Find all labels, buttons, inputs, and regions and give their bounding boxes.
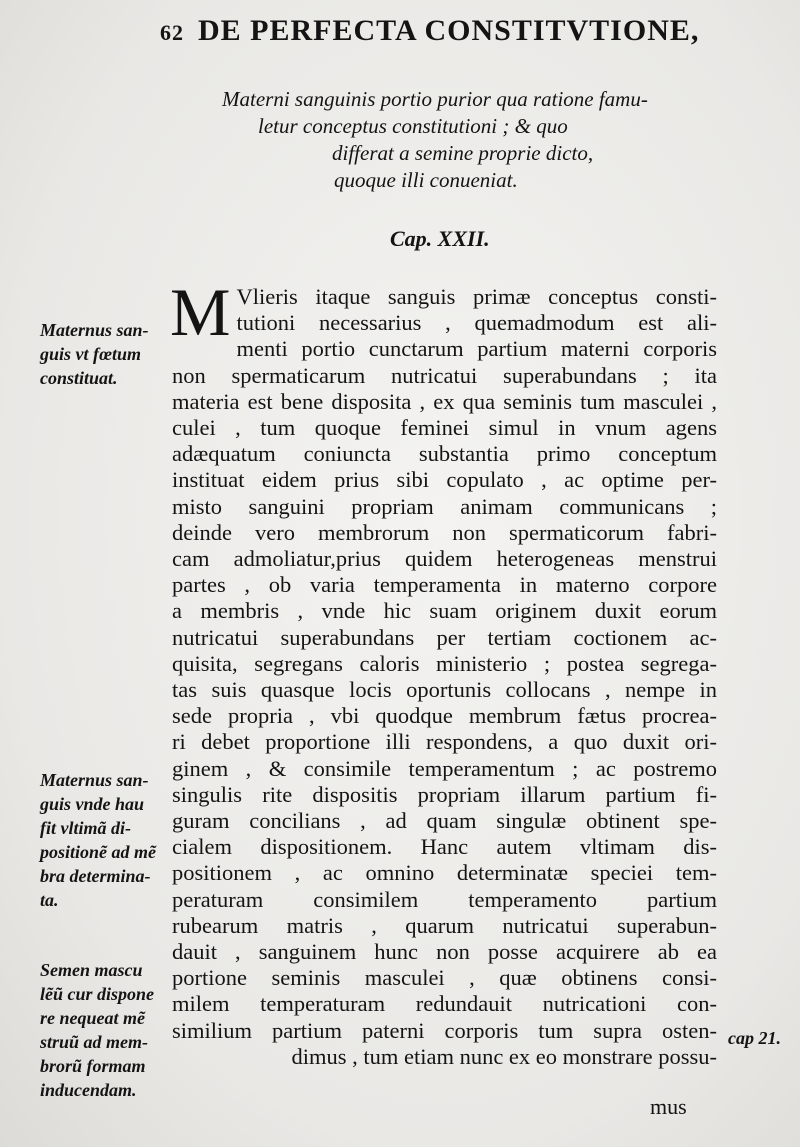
drop-capital: M xyxy=(170,274,231,350)
text-line: peraturam consimilem temperamento partium xyxy=(172,886,717,912)
margin-note xyxy=(40,958,170,1102)
text-line: partes , ob varia temperamenta in materno corpore xyxy=(172,572,717,598)
page-number: 62 xyxy=(160,20,184,45)
margin-note-line: ta. xyxy=(40,890,59,910)
summary-line: quoque illi conueniat. xyxy=(334,168,518,192)
margin-note xyxy=(40,768,170,912)
margin-note-line: brorũ formam xyxy=(40,1056,146,1076)
text-line: rubearum matris , quarum nutricatui superabun- xyxy=(172,912,717,938)
margin-note-line: guis vnde hau xyxy=(40,794,145,814)
text-line: sede propria , vbi quodque membrum fætus procrea- xyxy=(172,703,717,729)
text-line: menti portio cunctarum partium materni corporis xyxy=(236,336,717,362)
text-line: a membris , vnde hic suam originem duxit eorum xyxy=(172,598,717,624)
margin-note-line: fit vltimã di- xyxy=(40,818,131,838)
text-line: quisita, segregans caloris ministerio ; postea segrega- xyxy=(172,650,717,676)
margin-reference: cap 21. xyxy=(728,1028,781,1048)
text-line: ginem , & consimile temperamentum ; ac postremo xyxy=(172,755,717,781)
chapter-heading: Cap. XXII. xyxy=(390,226,490,251)
text-line: dauit , sanguinem hunc non posse acquirere ab ea xyxy=(172,939,717,965)
margin-note-line: inducendam. xyxy=(40,1080,137,1100)
text-line: Vlieris itaque sanguis primæ conceptus consti- xyxy=(236,284,717,309)
running-title: DE PERFECTA CONSTITVTIONE, xyxy=(198,14,700,47)
text-line: adæquatum coniuncta substantia primo conceptum xyxy=(172,441,717,467)
text-line: dimus , tum etiam nunc ex eo monstrare possu- xyxy=(291,1043,717,1069)
text-line: cialem dispositionem. Hanc autem vltimam dis- xyxy=(172,834,717,860)
text-line: instituat eidem prius sibi copulato , ac optime per- xyxy=(172,467,717,493)
text-line: portione seminis masculei , quæ obtinens consi- xyxy=(172,965,717,991)
body-text xyxy=(170,274,717,1070)
margin-note-line: lẽũ cur dispone xyxy=(40,984,155,1004)
text-line: materia est bene disposita , ex qua seminis tum masculei , xyxy=(172,388,717,414)
summary-line: Materni sanguinis portio purior qua ratione famu- xyxy=(222,87,648,111)
margin-note-line: re nequeat mẽ xyxy=(40,1008,145,1028)
margin-note-line: bra determina- xyxy=(40,866,151,886)
margin-note-line: struũ ad mem- xyxy=(40,1032,149,1052)
summary-line: differat a semine proprie dicto, xyxy=(332,141,594,165)
text-line: ri debet proportione illi respondens, a quo duxit ori- xyxy=(172,729,717,755)
text-line: tutioni necessarius , quemadmodum est ali- xyxy=(236,310,717,336)
text-line: deinde vero membrorum non spermaticorum fabri- xyxy=(172,519,717,545)
catchword: mus xyxy=(650,1094,687,1119)
margin-note xyxy=(40,318,170,390)
text-line: milem temperaturam redundauit nutricationi con- xyxy=(172,991,717,1017)
running-head xyxy=(160,14,700,48)
text-line: guram concilians , ad quam singulæ obtinent spe- xyxy=(172,808,717,834)
text-line: tas suis quasque locis oportunis collocans , nempe in xyxy=(172,677,717,703)
text-line: singulis rite dispositis propriam illarum partium fi- xyxy=(172,781,717,807)
text-line: positionem , ac omnino determinatæ speciei tem- xyxy=(172,860,717,886)
margin-note-line: constituat. xyxy=(40,368,118,388)
text-line: non spermaticarum nutricatui superabundans ; ita xyxy=(172,362,717,388)
margin-note-line: positionẽ ad mẽ xyxy=(40,842,156,862)
margin-note-line: Maternus san- xyxy=(40,770,149,790)
chapter-summary xyxy=(222,86,692,194)
text-line: culei , tum quoque feminei simul in vnum agens xyxy=(172,415,717,441)
margin-note-line: Maternus san- xyxy=(40,320,149,340)
text-line: similium partium paterni corporis tum supra osten- xyxy=(172,1017,717,1043)
margin-note-line: guis vt fœtum xyxy=(40,344,142,364)
text-line: cam admoliatur,prius quidem heterogeneas menstrui xyxy=(172,546,717,572)
text-line: misto sanguini propriam animam communicans ; xyxy=(172,493,717,519)
summary-line: letur conceptus constitutioni ; & quo xyxy=(258,114,568,138)
text-line: nutricatui superabundans per tertiam coctionem ac- xyxy=(172,624,717,650)
margin-note-line: Semen mascu xyxy=(40,960,143,980)
